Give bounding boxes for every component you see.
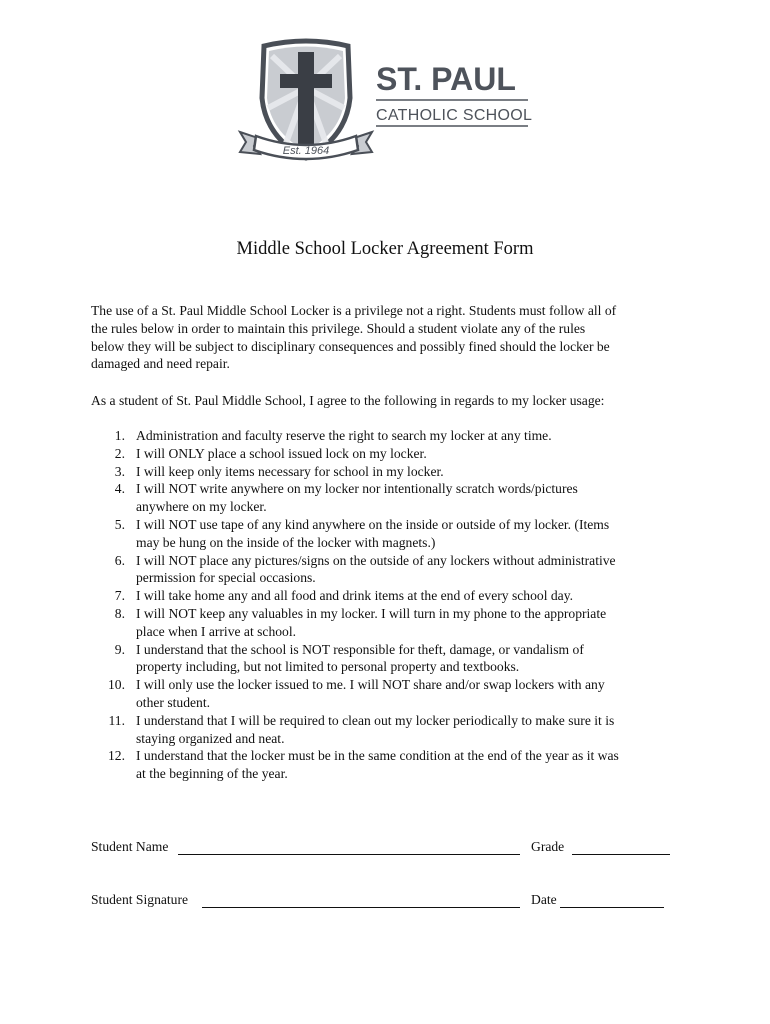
list-item <box>91 552 691 588</box>
rule-number: 7. <box>114 588 125 604</box>
rule-line: I understand that the locker must be in the same condition at the end of the year as it was <box>136 748 619 764</box>
rule-line: may be hung on the inside of the locker with magnets.) <box>136 534 436 550</box>
rule-number: 2. <box>114 445 125 461</box>
rule-line: other student. <box>136 694 210 710</box>
rule-number: 1. <box>114 428 125 443</box>
rule-line: I will only use the locker issued to me. I will NOT share and/or swap lockers with any <box>136 677 605 693</box>
list-item <box>91 463 691 481</box>
rules-list <box>91 427 691 783</box>
grade-label: Grade <box>531 839 565 854</box>
intro-line: the rules below in order to maintain this privilege. Should a student violate any of the rules <box>91 320 586 336</box>
list-item <box>91 516 691 552</box>
list-item <box>91 641 691 677</box>
rule-line: Administration and faculty reserve the right to search my locker at any time. <box>136 428 552 443</box>
rule-line: permission for special occasions. <box>136 570 316 586</box>
rule-line: I will take home any and all food and drink items at the end of every school day. <box>136 588 574 604</box>
rule-number: 11. <box>108 712 125 728</box>
date-field[interactable] <box>560 906 664 908</box>
banner-text: Est. 1964 <box>282 145 330 157</box>
rule-line: staying organized and neat. <box>136 730 285 746</box>
rule-number: 10. <box>108 677 125 693</box>
rule-line: I will NOT keep any valuables in my locker. I will turn in my phone to the appropriate <box>136 605 607 621</box>
rule-number: 6. <box>114 552 125 568</box>
list-item <box>91 587 691 605</box>
intro-line: below they will be subject to disciplinary consequences and possibly fined should the locker be <box>91 338 610 354</box>
rule-line: I will NOT place any pictures/signs on the outside of any lockers without administrative <box>136 552 616 568</box>
list-item <box>91 676 691 712</box>
list-item <box>91 480 691 516</box>
intro-line: The use of a St. Paul Middle School Locker is a privilege not a right. Students must follow all of <box>91 303 617 318</box>
rule-number: 8. <box>114 605 125 621</box>
rule-line: I understand that I will be required to clean out my locker periodically to make sure it is <box>136 712 615 728</box>
rule-number: 3. <box>114 463 125 479</box>
student-signature-field[interactable] <box>202 906 520 908</box>
list-item <box>91 605 691 641</box>
list-item <box>91 427 691 445</box>
list-item <box>91 445 691 463</box>
list-item <box>91 747 691 783</box>
rule-line: anywhere on my locker. <box>136 499 267 515</box>
intro-line: damaged and need repair. <box>91 356 230 372</box>
rule-line: place when I arrive at school. <box>136 623 297 639</box>
rule-line: I will NOT use tape of any kind anywhere on the inside or outside of my locker. (Items <box>136 516 610 532</box>
rule-line: I understand that the school is NOT responsible for theft, damage, or vandalism of <box>136 641 584 657</box>
list-item <box>91 712 691 748</box>
rule-line: at the beginning of the year. <box>136 766 288 782</box>
form-title: Middle School Locker Agreement Form <box>236 239 534 259</box>
rule-number: 12. <box>108 748 125 764</box>
school-name-line1: ST. PAUL <box>376 61 516 97</box>
student-name-label: Student Name <box>91 839 169 854</box>
date-label: Date <box>531 892 557 907</box>
grade-field[interactable] <box>572 853 670 855</box>
intro-paragraph <box>91 302 691 373</box>
rule-line: I will NOT write anywhere on my locker nor intentionally scratch words/pictures <box>136 481 578 497</box>
agreement-lead: As a student of St. Paul Middle School, I agree to the following in regards to my locker usage: <box>91 393 605 408</box>
rule-line: I will ONLY place a school issued lock on my locker. <box>136 445 427 461</box>
rule-number: 5. <box>114 516 125 532</box>
rule-number: 4. <box>114 481 125 497</box>
rule-line: property including, but not limited to personal property and textbooks. <box>136 659 520 675</box>
school-name-line2: CATHOLIC SCHOOL <box>376 107 533 124</box>
school-logo <box>236 38 536 168</box>
rule-line: I will keep only items necessary for school in my locker. <box>136 463 444 479</box>
student-name-field[interactable] <box>178 853 520 855</box>
rule-number: 9. <box>114 641 125 657</box>
student-signature-label: Student Signature <box>91 892 189 907</box>
